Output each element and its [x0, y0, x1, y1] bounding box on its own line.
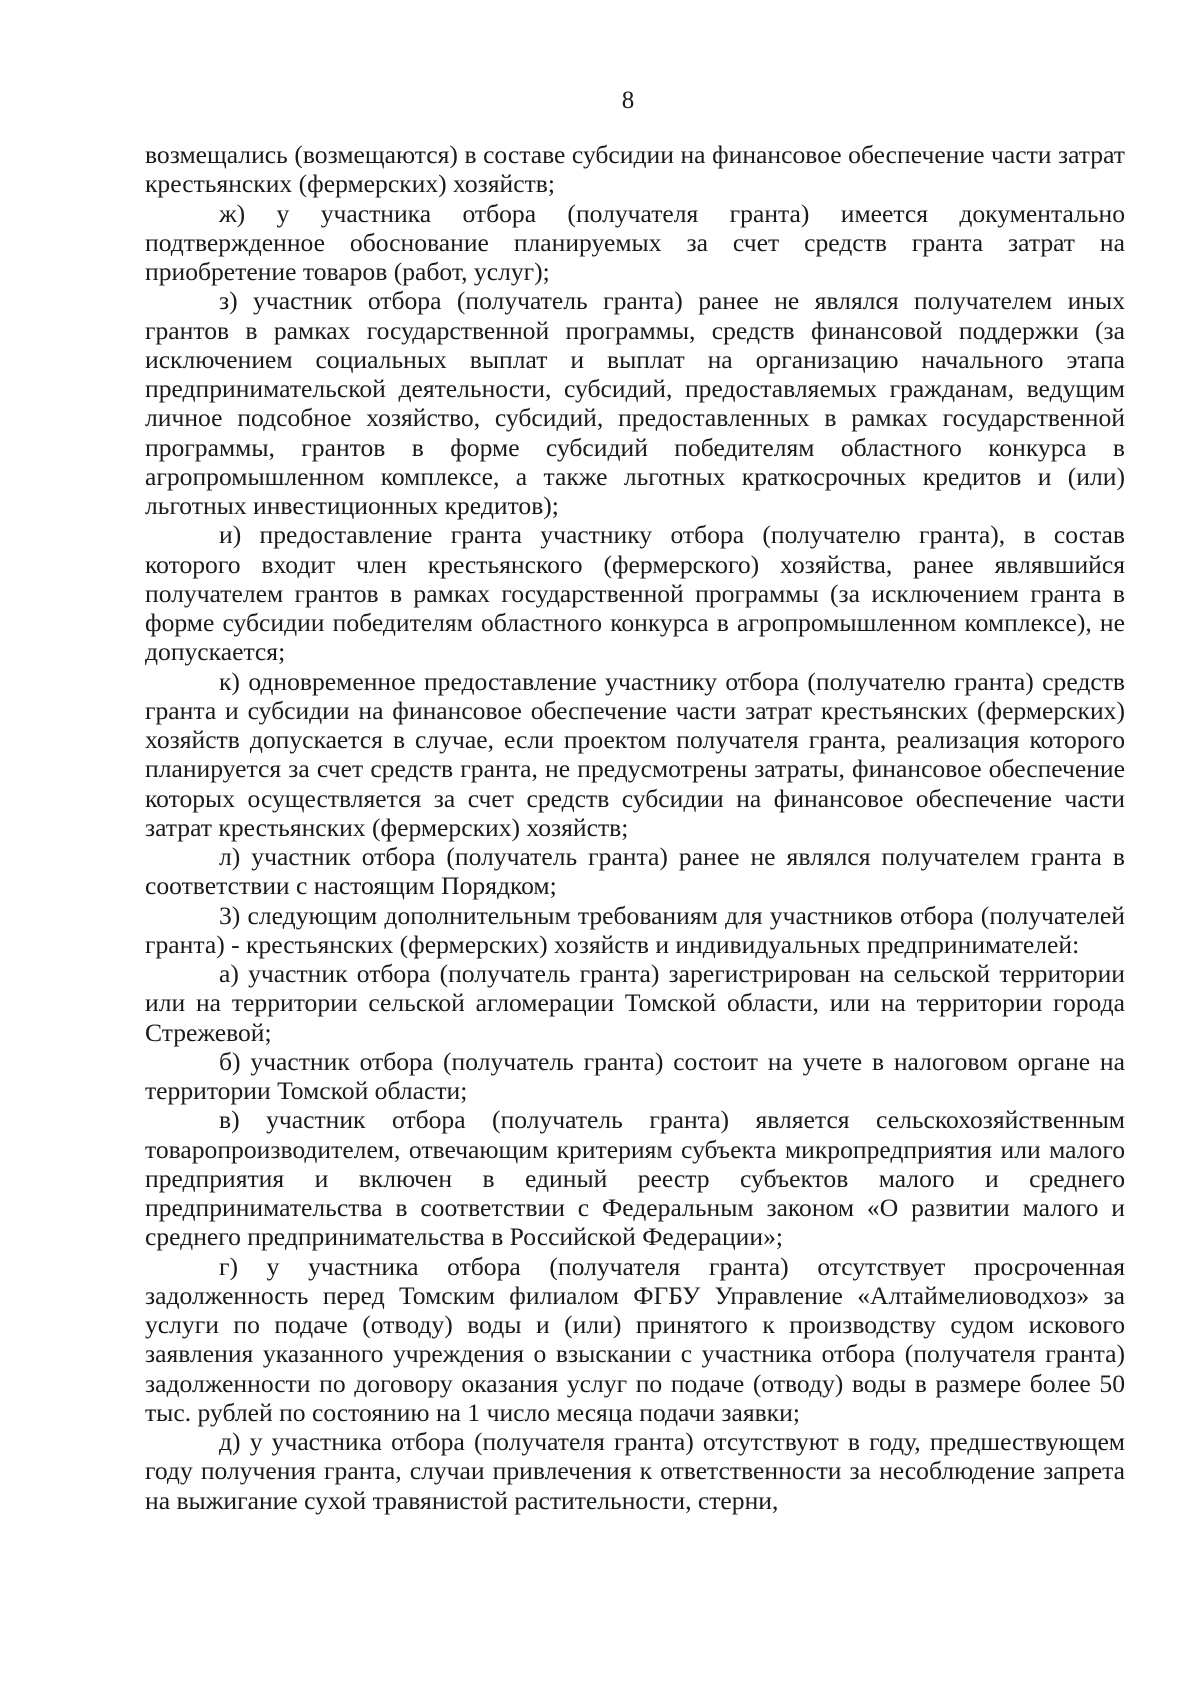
- paragraph-item-l: л) участник отбора (получатель гранта) ранее не являлся получателем гранта в соответствии с настоящим Порядком;: [145, 842, 1125, 901]
- page-number: 8: [621, 87, 635, 114]
- paragraph-continuation: возмещались (возмещаются) в составе субсидии на финансовое обеспечение части затрат крестьянских (фермерских) хозяйств;: [145, 140, 1125, 199]
- paragraph-item-zh: ж) у участника отбора (получателя гранта) имеется документально подтвержденное обоснование планируемых за счет средств гранта затрат на приобретение товаров (работ, услуг);: [145, 198, 1125, 286]
- paragraph-item-g: г) у участника отбора (получателя гранта) отсутствует просроченная задолженность перед Томским филиалом ФГБУ Управление «Алтаймелиоводхоз» за услуги по подаче (отводу) воды и (или) принятого к производству судом искового заявления указанного учреждения о взыскании с участника отбора (получателя гранта) задолженности по договору оказания услуг по подаче (отводу) воды в размере более 50 тыс. рублей по состоянию на 1 число месяца подачи заявки;: [145, 1251, 1125, 1427]
- paragraph-item-v: в) участник отбора (получатель гранта) является сельскохозяйственным товаропроизводителем, отвечающим критериям субъекта микропредприятия или малого предприятия и включен в единый реестр субъектов малого и среднего предпринимательства в соответствии с Федеральным законом «О развитии малого и среднего предпринимательства в Российской Федерации»;: [145, 1105, 1125, 1252]
- paragraph-item-d: д) у участника отбора (получателя гранта) отсутствуют в году, предшествующем году получения гранта, случаи привлечения к ответственности за несоблюдение запрета на выжигание сухой травянистой растительности, стерни,: [145, 1427, 1125, 1515]
- paragraph-item-b: б) участник отбора (получатель гранта) состоит на учете в налоговом органе на территории Томской области;: [145, 1046, 1125, 1105]
- paragraph-item-a: а) участник отбора (получатель гранта) зарегистрирован на сельской территории или на территории сельской агломерации Томской области, или на территории города Стрежевой;: [145, 959, 1125, 1047]
- paragraph-item-i: и) предоставление гранта участнику отбора (получателю гранта), в состав которого входит член крестьянского (фермерского) хозяйства, ранее являвшийся получателем грантов в рамках государственной программы (за исключением гранта в форме субсидии победителям областного конкурса в агропромышленном комплексе), не допускается;: [145, 520, 1125, 667]
- paragraph-item-z: з) участник отбора (получатель гранта) ранее не являлся получателем иных грантов в рамках государственной программы, средств финансовой поддержки (за исключением социальных выплат и выплат на организацию начального этапа предпринимательской деятельности, субсидий, предоставляемых гражданам, ведущим личное подсобное хозяйство, субсидий, предоставленных в рамках государственной программы, грантов в форме субсидий победителям областного конкурса в агропромышленном комплексе, а также льготных краткосрочных кредитов и (или) льготных инвестиционных кредитов);: [145, 286, 1125, 520]
- paragraph-item-3: 3) следующим дополнительным требованиям для участников отбора (получателей гранта) - крестьянских (фермерских) хозяйств и индивидуальных предпринимателей:: [145, 900, 1125, 959]
- document-body: [145, 140, 1125, 1515]
- paragraph-item-k: к) одновременное предоставление участнику отбора (получателю гранта) средств гранта и субсидии на финансовое обеспечение части затрат крестьянских (фермерских) хозяйств допускается в случае, если проектом получателя гранта, реализация которого планируется за счет средств гранта, не предусмотрены затраты, финансовое обеспечение которых осуществляется за счет средств субсидии на финансовое обеспечение части затрат крестьянских (фермерских) хозяйств;: [145, 666, 1125, 842]
